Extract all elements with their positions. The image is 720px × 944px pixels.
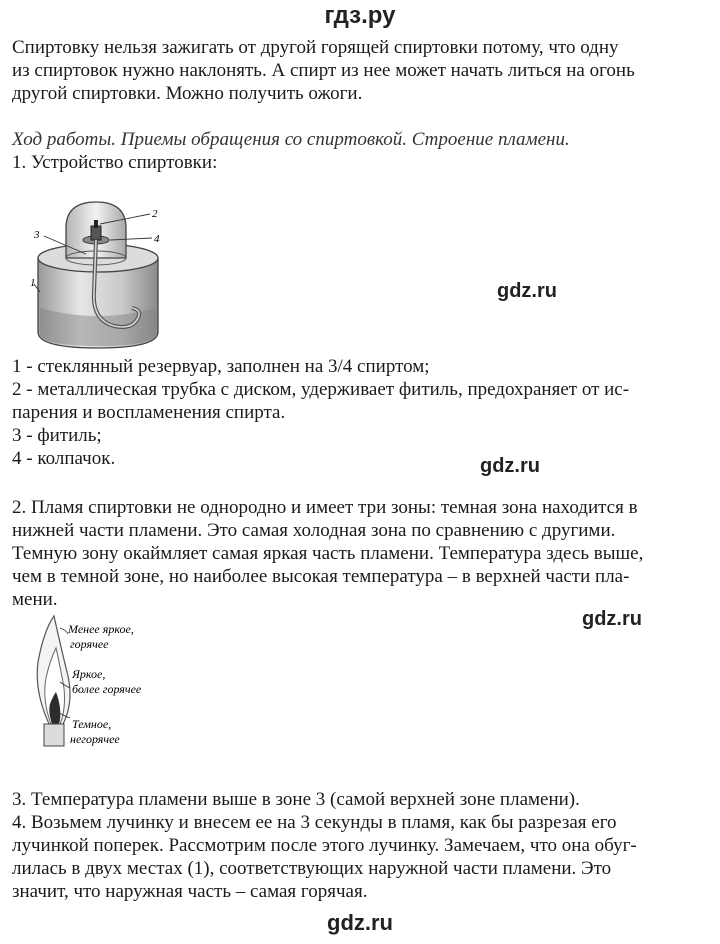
lamp-label-3: 3 bbox=[34, 229, 40, 241]
section2-line: Темную зону окаймляет самая яркая часть пламени. Температура здесь выше, bbox=[12, 543, 644, 564]
intro-line: из спиртовок нужно наклонять. А спирт из нее может начать литься на огонь bbox=[12, 60, 635, 81]
section3-line: 3. Температура пламени выше в зоне 3 (самой верхней зоне пламени). bbox=[12, 789, 580, 810]
flame-label-bright-1: Яркое, bbox=[72, 667, 106, 681]
section4-line: лилась в двух местах (1), соответствующих наружной части пламени. Это bbox=[12, 858, 612, 879]
section2-line: нижней части пламени. Это самая холодная зона по сравнению с другими. bbox=[12, 520, 616, 541]
parts-item: 1 - стеклянный резервуар, заполнен на 3/4 спиртом; bbox=[12, 356, 430, 377]
flame-label-outer-2: горячее bbox=[70, 637, 109, 651]
footer-watermark: gdz.ru bbox=[327, 910, 393, 935]
watermark: gdz.ru bbox=[582, 608, 642, 630]
spirit-lamp-figure bbox=[28, 196, 178, 352]
flame-figure bbox=[28, 612, 218, 758]
parts-item: 4 - колпачок. bbox=[12, 448, 116, 469]
intro-paragraph bbox=[12, 36, 702, 105]
section4-line: значит, что наружная часть – самая горячая. bbox=[12, 881, 368, 902]
flame-label-bright-2: более горячее bbox=[72, 682, 142, 696]
section2-line: мени. bbox=[12, 589, 58, 610]
lamp-label-1: 1 bbox=[30, 277, 36, 289]
flame-label-outer-1: Менее яркое, bbox=[68, 622, 134, 636]
watermark: gdz.ru bbox=[497, 280, 557, 302]
flame-label-dark-1: Темное, bbox=[72, 717, 112, 731]
section2-line: чем в темной зоне, но наиболее высокая температура – в верхней части пла- bbox=[12, 566, 630, 587]
parts-list bbox=[12, 355, 702, 470]
site-header: гдз.ру bbox=[324, 2, 396, 29]
parts-item: 2 - металлическая трубка с диском, удерживает фитиль, предохраняет от ис- bbox=[12, 379, 630, 400]
flame-label-dark-2: негорячее bbox=[70, 732, 120, 746]
task-title: Ход работы. Приемы обращения со спиртовкой. Строение пламени. bbox=[12, 129, 570, 150]
section3-4-paragraph bbox=[12, 788, 702, 903]
section2-line: 2. Пламя спиртовки не однородно и имеет три зоны: темная зона находится в bbox=[12, 497, 638, 518]
lamp-label-2: 2 bbox=[152, 208, 158, 220]
parts-item: парения и воспламенения спирта. bbox=[12, 402, 286, 423]
section4-line: лучинкой поперек. Рассмотрим после этого лучинку. Замечаем, что она обуг- bbox=[12, 835, 637, 856]
intro-line: Спиртовку нельзя зажигать от другой горящей спиртовки потому, что одну bbox=[12, 37, 619, 58]
section1-heading: 1. Устройство спиртовки: bbox=[12, 152, 218, 173]
section4-line: 4. Возьмем лучинку и внесем ее на 3 секунды в пламя, как бы разрезая его bbox=[12, 812, 617, 833]
watermark: gdz.ru bbox=[480, 455, 540, 477]
parts-item: 3 - фитиль; bbox=[12, 425, 102, 446]
section2-paragraph bbox=[12, 496, 702, 611]
lamp-label-4: 4 bbox=[154, 233, 160, 245]
intro-line: другой спиртовки. Можно получить ожоги. bbox=[12, 83, 363, 104]
